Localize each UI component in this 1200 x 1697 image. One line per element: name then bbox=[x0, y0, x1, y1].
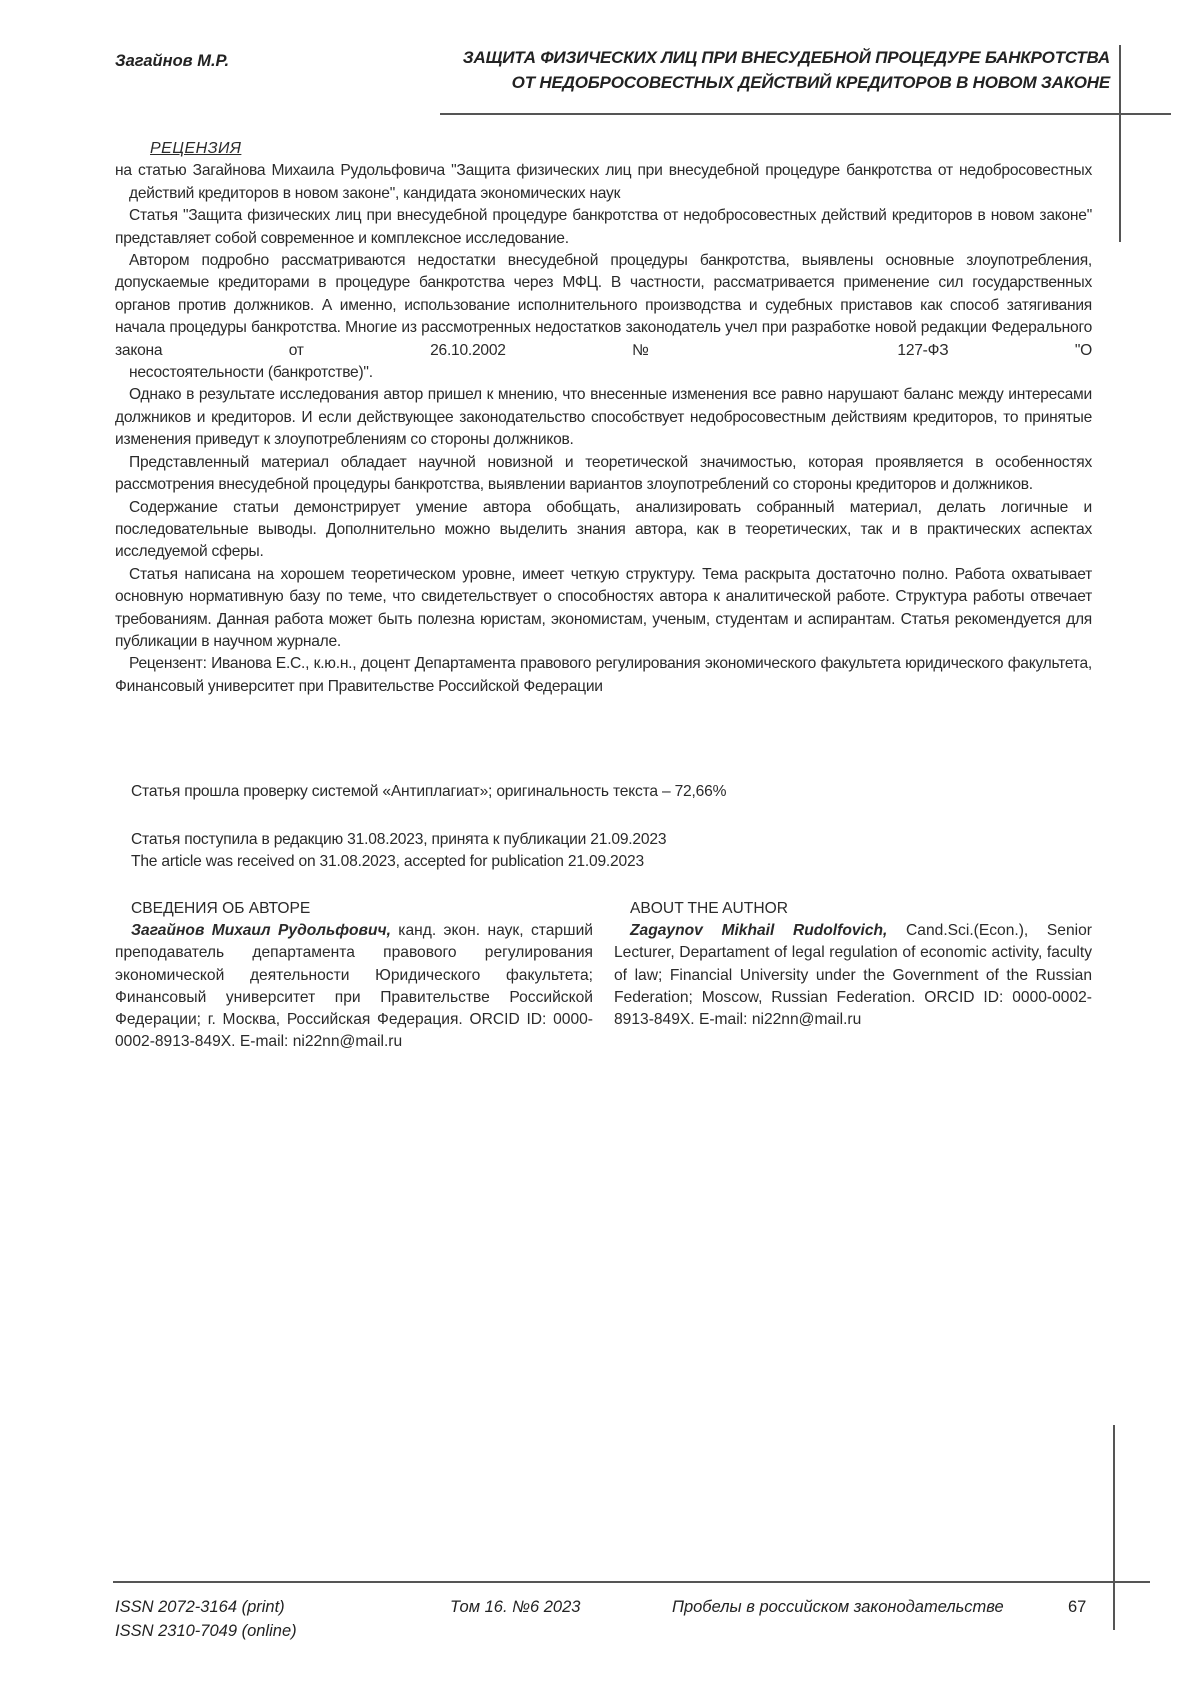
author-info-en-heading: ABOUT THE AUTHOR bbox=[630, 900, 788, 917]
review-section bbox=[115, 138, 1092, 698]
author-info-en-body bbox=[614, 920, 1092, 1031]
author-details-ru: канд. экон. наук, старший преподаватель департамента правового регулирования экономической деятельности Юридического факультета; Финансовый университет при Правительстве Российской Федерации; г. Москва, Российская Федерация. ORCID ID: 0000-0002-8913-849X. E-mail: ni22nn@mail.ru bbox=[115, 922, 593, 1051]
header-rule-horizontal bbox=[440, 113, 1171, 115]
review-paragraph: несостоятельности (банкротстве)". bbox=[129, 364, 373, 382]
issn-online: ISSN 2310-7049 (online) bbox=[115, 1622, 297, 1640]
review-paragraph: Содержание статьи демонстрирует умение автора обобщать, анализировать собранный материал, делать логичные и последовательные выводы. Дополнительно можно выделить знания автора, как в теоретических, так и в практических аспектах исследуемой сферы. bbox=[115, 498, 1092, 561]
review-title: РЕЦЕНЗИЯ bbox=[150, 140, 242, 157]
running-header-title-line2: ОТ НЕДОБРОСОВЕСТНЫХ ДЕЙСТВИЙ КРЕДИТОРОВ В НОВОМ ЗАКОНЕ bbox=[511, 73, 1110, 92]
author-info-ru-body bbox=[115, 920, 593, 1053]
author-info-en bbox=[614, 898, 1092, 1031]
author-name-ru: Загайнов Михаил Рудольфович, bbox=[131, 922, 391, 940]
review-paragraph: Статья "Защита физических лиц при внесудебной процедуре банкротства от недобросовестных действий кредиторов в новом законе" представляет собой современное и комплексное исследование. bbox=[115, 207, 1092, 247]
author-details-en: Cand.Sci.(Econ.), Senior Lecturer, Departament of legal regulation of economic activity, faculty of law; Financial University under the Government of the Russian Federation; Moscow, Russian Federation. ORCID ID: 0000-0002-8913-849X. E-mail: ni22nn@mail.ru bbox=[614, 922, 1092, 1029]
antiplagiat-note: Статья прошла проверку системой «Антиплагиат»; оригинальность текста – 72,66% bbox=[131, 783, 727, 800]
author-info-ru-heading: СВЕДЕНИЯ ОБ АВТОРЕ bbox=[131, 900, 311, 917]
received-date-ru: Статья поступила в редакцию 31.08.2023, принята к публикации 21.09.2023 bbox=[131, 831, 667, 848]
header-rule-vertical bbox=[1119, 45, 1121, 242]
page-number: 67 bbox=[1068, 1598, 1087, 1616]
footer-issn bbox=[115, 1595, 297, 1643]
issn-print: ISSN 2072-3164 (print) bbox=[115, 1598, 285, 1616]
footer-journal-name: Пробелы в российском законодательстве bbox=[672, 1598, 1004, 1616]
review-paragraph: Однако в результате исследования автор пришел к мнению, что внесенные изменения все равно нарушают баланс между интересами должников и кредиторов. И если действующее законодательство способствует недобросовестным действиям кредиторов, то принятые изменения приведут к злоупотреблениям со стороны должников. bbox=[115, 386, 1092, 449]
running-header-title bbox=[463, 45, 1110, 95]
footer-rule-horizontal bbox=[113, 1581, 1150, 1583]
review-paragraph: Статья написана на хорошем теоретическом уровне, имеет четкую структуру. Тема раскрыта достаточно полно. Работа охватывает основную нормативную базу по теме, что свидетельствует о способностях автора к аналитической работе. Структура работы отвечает требованиям. Данная работа может быть полезна юристам, экономистам, ученым, студентам и аспирантам. Статья рекомендуется для публикации в научном журнале. bbox=[115, 565, 1092, 650]
review-paragraph: Представленный материал обладает научной новизной и теоретической значимостью, которая проявляется в особенностях рассмотрения внесудебной процедуры банкротства, выявлении вариантов злоупотреблений со стороны кредиторов и должников. bbox=[115, 453, 1092, 494]
footer-volume: Том 16. №6 2023 bbox=[450, 1598, 581, 1616]
review-paragraph: на статью Загайнова Михаила Рудольфовича "Защита физических лиц при внесудебной процедуре банкротства от недобросовестных действий кредиторов в новом законе", кандидата экономических наук bbox=[115, 162, 1092, 202]
footer-rule-vertical bbox=[1113, 1425, 1115, 1630]
author-info-ru bbox=[115, 898, 593, 1053]
review-paragraph: Автором подробно рассматриваются недостатки внесудебной процедуры банкротства, выявлены основные злоупотребления, допускаемые кредиторами в процедуре банкротства через МФЦ. В частности, рассматривается применение сил государственных органов против должников. А именно, использование исполнительного производства и судебных приставов как способ затягивания начала процедуры банкротства. Многие из рассмотренных недостатков законодатель учел при разработке новой редакции Федерального закона от 26.10.2002 № 127-ФЗ "О bbox=[115, 252, 1092, 359]
author-name-en: Zagaynov Mikhail Rudolfovich, bbox=[630, 922, 888, 940]
received-date-en: The article was received on 31.08.2023, accepted for publication 21.09.2023 bbox=[131, 853, 644, 870]
running-header-author: Загайнов М.Р. bbox=[115, 52, 230, 70]
running-header-title-line1: ЗАЩИТА ФИЗИЧЕСКИХ ЛИЦ ПРИ ВНЕСУДЕБНОЙ ПРОЦЕДУРЕ БАНКРОТСТВА bbox=[462, 48, 1110, 67]
reviewer-paragraph: Рецензент: Иванова Е.С., к.ю.н., доцент Департамента правового регулирования экономического факультета юридического факультета, Финансовый университет при Правительстве Российской Федерации bbox=[115, 655, 1092, 695]
